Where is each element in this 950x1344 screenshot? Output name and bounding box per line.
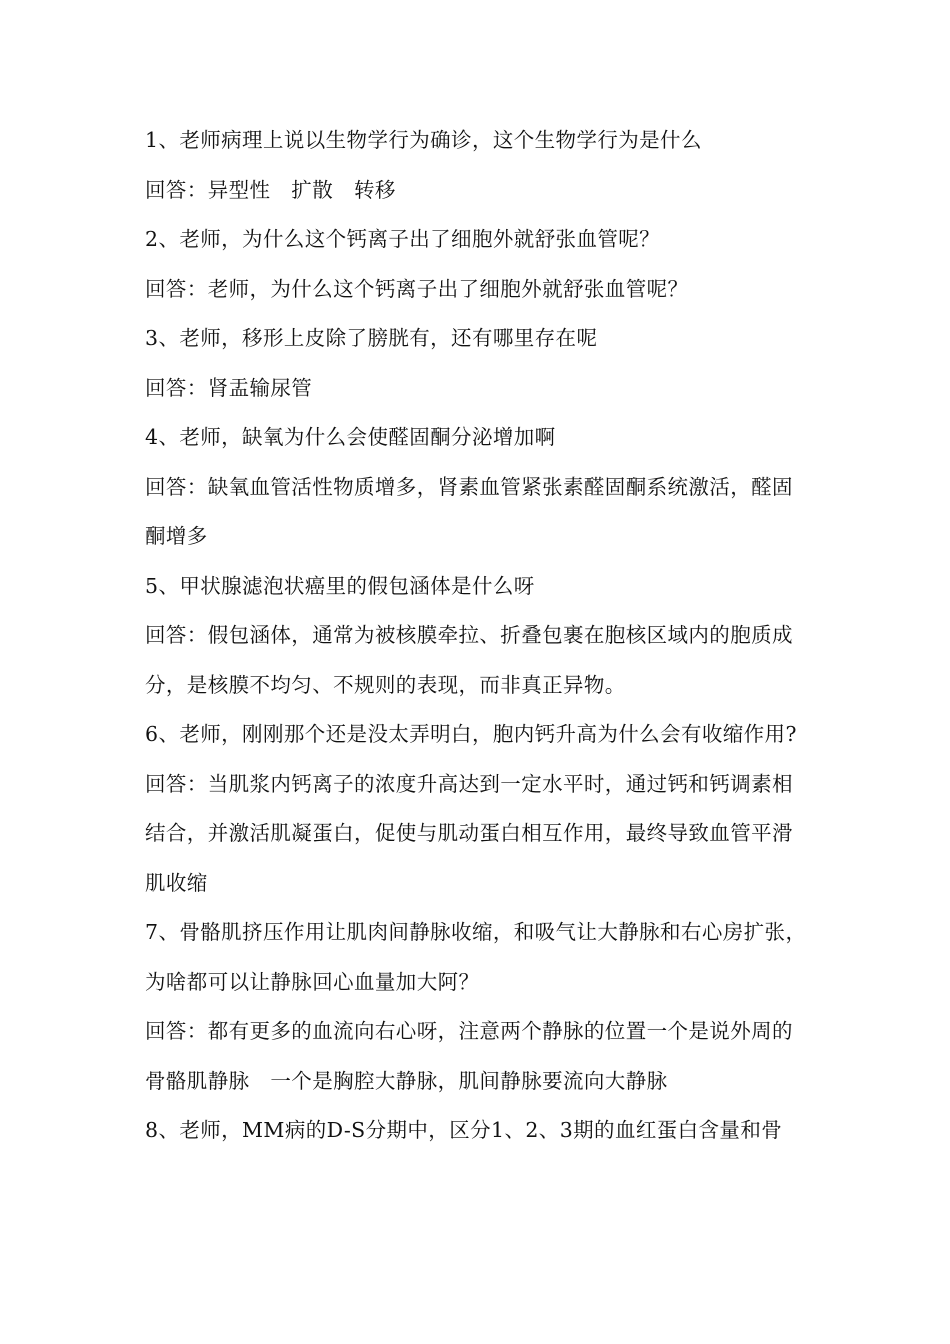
question-8: 8、老师，MM病的D-S分期中，区分1、2、3期的血红蛋白含量和骨 [145, 1118, 783, 1142]
question-7: 7、骨骼肌挤压作用让肌肉间静脉收缩，和吸气让大静脉和右心房扩张，为啥都可以让静脉回心血量加大阿？ [145, 920, 807, 994]
answer-5: 回答：假包涵体，通常为被核膜牵拉、折叠包裹在胞核区域内的胞质成分，是核膜不均匀、不规则的表现，而非真正异物。 [145, 623, 793, 697]
question-3: 3、老师，移形上皮除了膀胱有，还有哪里存在呢 [145, 326, 598, 350]
question-2: 2、老师，为什么这个钙离子出了细胞外就舒张血管呢？ [145, 227, 661, 251]
question-6: 6、老师，刚刚那个还是没太弄明白，胞内钙升高为什么会有收缩作用? [145, 722, 797, 746]
question-4: 4、老师，缺氧为什么会使醛固酮分泌增加啊 [145, 425, 556, 449]
document-body [145, 116, 813, 1156]
answer-7: 回答：都有更多的血流向右心呀，注意两个静脉的位置一个是说外周的骨骼肌静脉 一个是胸腔大静脉，肌间静脉要流向大静脉 [145, 1019, 793, 1093]
answer-3: 回答：肾盂输尿管 [145, 375, 313, 400]
answer-6: 回答：当肌浆内钙离子的浓度升高达到一定水平时，通过钙和钙调素相结合，并激活肌凝蛋白，促使与肌动蛋白相互作用，最终导致血管平滑肌收缩 [145, 771, 793, 895]
answer-4: 回答：缺氧血管活性物质增多，肾素血管紧张素醛固酮系统激活，醛固酮增多 [145, 474, 793, 548]
question-5: 5、甲状腺滤泡状癌里的假包涵体是什么呀 [145, 573, 535, 598]
question-1: 1、老师病理上说以生物学行为确诊，这个生物学行为是什么 [145, 128, 702, 152]
answer-2: 回答：老师，为什么这个钙离子出了细胞外就舒张血管呢？ [145, 276, 689, 301]
answer-1: 回答：异型性 扩散 转移 [145, 177, 396, 202]
